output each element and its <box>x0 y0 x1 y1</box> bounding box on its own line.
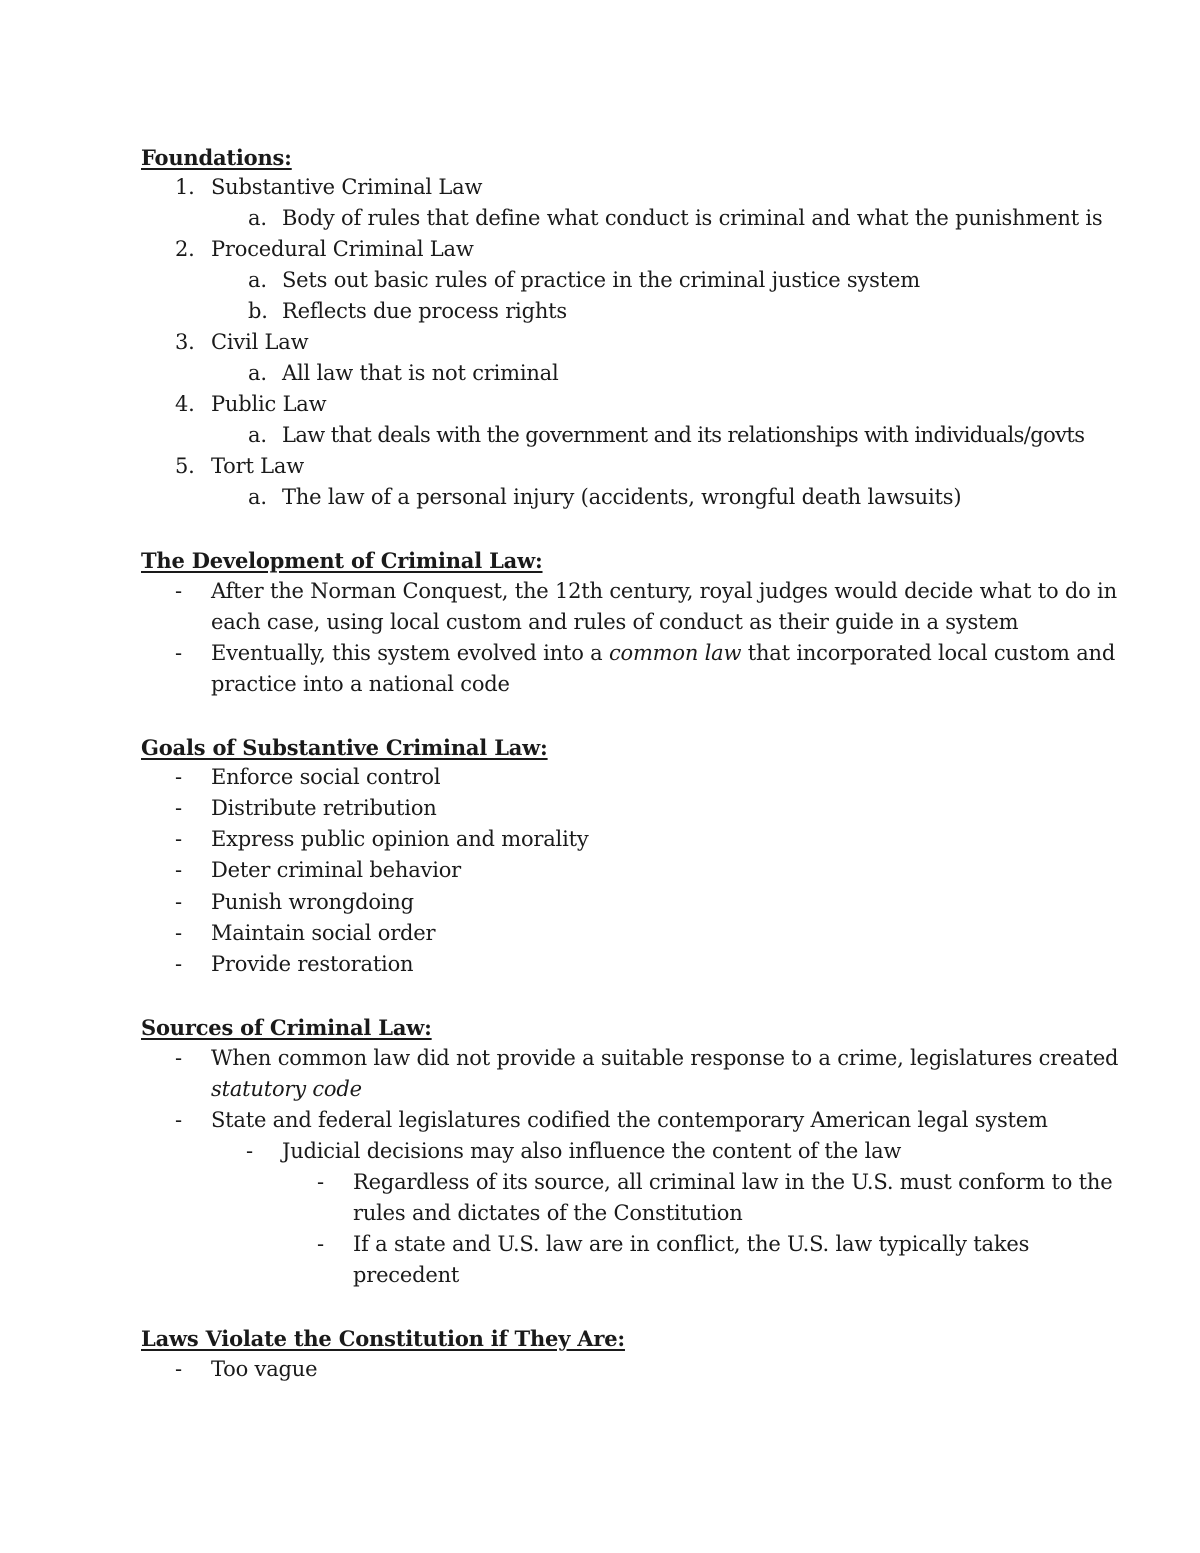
bullet-dash: - <box>175 765 182 789</box>
sub-letter: a. <box>248 361 267 385</box>
emphasis-term: statutory code <box>211 1077 362 1101</box>
bullet-text: Regardless of its source, all criminal law in the U.S. must conform to the <box>353 1170 1113 1194</box>
list-item-text: Civil Law <box>211 330 309 354</box>
bullet-text <box>211 638 1115 669</box>
bullet-dash: - <box>175 827 182 851</box>
bullet-text: Provide restoration <box>211 952 414 976</box>
sub-letter: b. <box>248 299 268 323</box>
sub-letter: a. <box>248 423 267 447</box>
sub-letter: a. <box>248 485 267 509</box>
bullet-dash: - <box>175 952 182 976</box>
bullet-text: Deter criminal behavior <box>211 858 462 882</box>
sub-item-text: Reflects due process rights <box>282 299 567 323</box>
section-heading-violate: Laws Violate the Constitution if They Are: <box>141 1326 625 1351</box>
list-number: 1. <box>175 175 195 199</box>
bullet-continuation <box>211 1074 362 1105</box>
list-item-text: Procedural Criminal Law <box>211 237 474 261</box>
bullet-continuation: precedent <box>353 1263 460 1287</box>
section-heading-development: The Development of Criminal Law: <box>141 548 543 573</box>
bullet-dash: - <box>175 579 182 603</box>
list-item-text: Tort Law <box>211 454 305 478</box>
bullet-text: Enforce social control <box>211 765 441 789</box>
sub-letter: a. <box>248 268 267 292</box>
bullet-continuation: each case, using local custom and rules of conduct as their guide in a system <box>211 610 1019 634</box>
text-run: that incorporated local custom and <box>741 641 1116 665</box>
text-run: Eventually, this system evolved into a <box>211 641 609 665</box>
bullet-dash: - <box>175 641 182 665</box>
bullet-text: Express public opinion and morality <box>211 827 589 851</box>
bullet-dash: - <box>175 1357 182 1381</box>
bullet-dash: - <box>317 1170 324 1194</box>
emphasis-term: common law <box>608 641 742 665</box>
list-item-text: Public Law <box>211 392 327 416</box>
bullet-text: After the Norman Conquest, the 12th century, royal judges would decide what to do in <box>211 579 1117 603</box>
bullet-text: Distribute retribution <box>211 796 437 820</box>
section-heading-goals: Goals of Substantive Criminal Law: <box>141 735 548 760</box>
bullet-dash: - <box>175 1046 182 1070</box>
bullet-dash: - <box>175 921 182 945</box>
bullet-text: Maintain social order <box>211 921 436 945</box>
bullet-text: If a state and U.S. law are in conflict, the U.S. law typically takes <box>353 1232 1030 1256</box>
bullet-dash: - <box>317 1232 324 1256</box>
bullet-dash: - <box>175 890 182 914</box>
section-heading-sources: Sources of Criminal Law: <box>141 1015 432 1040</box>
list-number: 3. <box>175 330 195 354</box>
list-number: 4. <box>175 392 195 416</box>
sub-item-text: The law of a personal injury (accidents, wrongful death lawsuits) <box>282 485 962 509</box>
bullet-text: Punish wrongdoing <box>211 890 414 914</box>
sub-item-text: Body of rules that define what conduct is criminal and what the punishment is <box>282 206 1103 230</box>
sub-letter: a. <box>248 206 267 230</box>
list-item-text: Substantive Criminal Law <box>211 175 483 199</box>
bullet-text: Judicial decisions may also influence the content of the law <box>282 1139 902 1163</box>
bullet-dash: - <box>175 858 182 882</box>
bullet-continuation: practice into a national code <box>211 672 510 696</box>
section-heading-foundations: Foundations: <box>141 145 292 170</box>
sub-item-text: All law that is not criminal <box>282 361 559 385</box>
list-number: 5. <box>175 454 195 478</box>
sub-item-text: Law that deals with the government and its relationships with individuals/govts <box>282 423 1085 447</box>
list-number: 2. <box>175 237 195 261</box>
bullet-text: When common law did not provide a suitable response to a crime, legislatures created <box>211 1046 1119 1070</box>
bullet-text: Too vague <box>211 1357 318 1381</box>
bullet-dash: - <box>175 796 182 820</box>
bullet-continuation: rules and dictates of the Constitution <box>353 1201 743 1225</box>
sub-item-text: Sets out basic rules of practice in the criminal justice system <box>282 268 920 292</box>
bullet-dash: - <box>246 1139 253 1163</box>
bullet-dash: - <box>175 1108 182 1132</box>
bullet-text: State and federal legislatures codified the contemporary American legal system <box>211 1108 1048 1132</box>
